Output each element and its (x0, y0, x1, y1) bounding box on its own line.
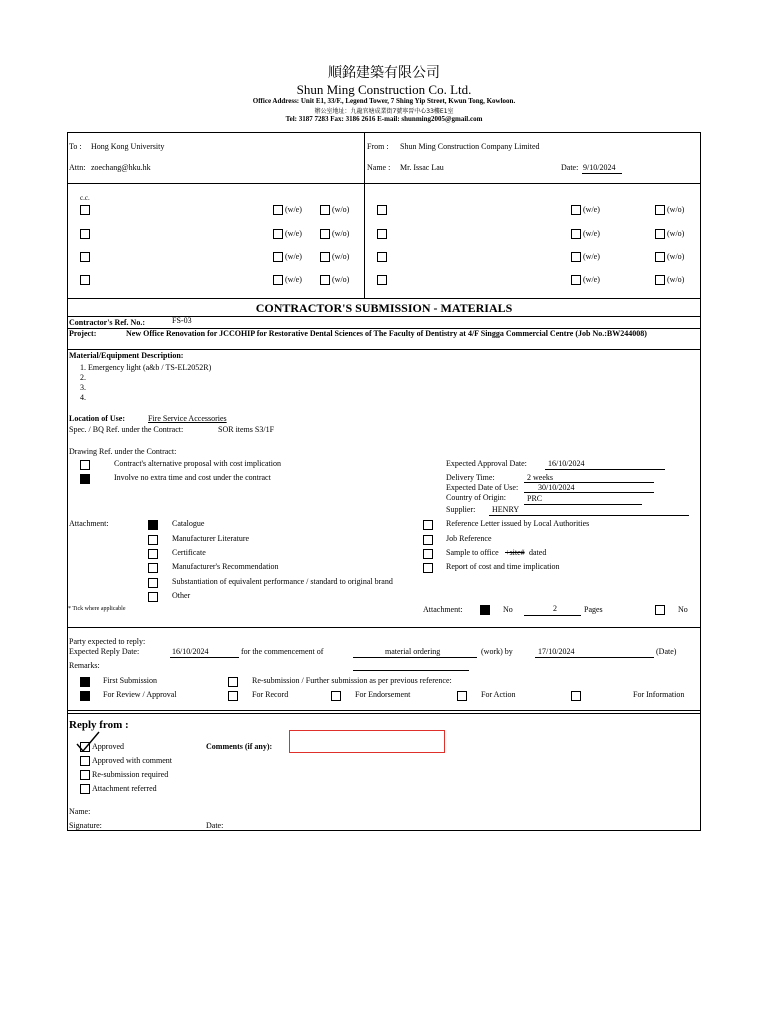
reply-date-label: Expected Reply Date: (69, 647, 140, 656)
attachment-label: Attachment: (69, 519, 109, 528)
date-label: Date: (561, 163, 579, 172)
company-name-zh: 順銘建築有限公司 (328, 65, 440, 81)
frame-left (67, 132, 68, 831)
resub-required-label: Re-submission required (92, 770, 169, 779)
cc-we-label: (w/e) (285, 205, 302, 214)
divider-header (67, 183, 701, 184)
attachment-right-label: Reference Letter issued by Local Authorities (446, 519, 590, 528)
reply-date-value: 16/10/2024 (172, 647, 209, 656)
remarks-underline (353, 670, 469, 671)
tick-note: * Tick where applicable (68, 606, 126, 612)
cc-we-checkbox[interactable] (571, 229, 581, 239)
company-name-en: Shun Ming Construction Co. Ltd. (296, 82, 472, 97)
attachment-left-checkbox[interactable] (148, 578, 158, 588)
date-underline (582, 173, 622, 174)
material-label: Material/Equipment Description: (69, 351, 184, 360)
drawing-label: Drawing Ref. under the Contract: (69, 447, 177, 456)
cc-recipient-checkbox[interactable] (80, 229, 90, 239)
material-item: 4. (80, 393, 86, 402)
attach-no2-checkbox[interactable] (655, 605, 665, 615)
supplier-value: HENRY (492, 505, 520, 514)
supplier-underline (489, 515, 689, 516)
attachment-left-label: Other (172, 591, 191, 600)
commence-value: material ordering (385, 647, 441, 656)
divider-reply-a (67, 710, 701, 711)
material-item: 3. (80, 383, 86, 392)
cc-recipient-checkbox[interactable] (377, 252, 387, 262)
attachment-left-checkbox[interactable] (148, 535, 158, 545)
attachment-left-checkbox[interactable] (148, 549, 158, 559)
origin-underline (524, 504, 642, 505)
attachment-referred-checkbox[interactable] (80, 784, 90, 794)
attachment-left-checkbox[interactable] (148, 520, 158, 530)
approved-comment-label: Approved with comment (92, 756, 172, 765)
work-by-underline (535, 657, 654, 658)
to-value: Hong Kong University (91, 142, 165, 151)
ref-label: Contractor's Ref. No.: (69, 318, 145, 327)
attachment-left-label: Manufacturer Literature (172, 534, 250, 543)
resubmission-checkbox[interactable] (228, 677, 238, 687)
origin-label: Country of Origin: (446, 493, 506, 502)
attachment-right-checkbox[interactable] (423, 549, 433, 559)
attachment-right-label: Report of cost and time implication (446, 562, 560, 571)
approval-date-value: 16/10/2024 (548, 459, 585, 468)
reply-date-label-bottom: Date: (206, 821, 224, 830)
attach-count-label: Attachment: (423, 605, 463, 614)
name-value: Mr. Issac Lau (400, 163, 444, 172)
work-by-value: 17/10/2024 (538, 647, 575, 656)
cc-wo-label: (w/o) (332, 229, 350, 238)
record-label: For Record (252, 690, 289, 699)
attachment-referred-label: Attachment referred (92, 784, 157, 793)
cc-recipient-checkbox[interactable] (377, 205, 387, 215)
cc-we-label: (w/e) (583, 205, 600, 214)
use-date-value: 30/10/2024 (538, 483, 575, 492)
cc-wo-checkbox[interactable] (320, 229, 330, 239)
info-checkbox[interactable] (571, 691, 581, 701)
divider-attach (67, 627, 701, 628)
material-item: 1. Emergency light (a&b / TS-EL2052R) (80, 363, 212, 372)
attachment-left-checkbox[interactable] (148, 592, 158, 602)
project-label: Project: (69, 329, 97, 338)
resubmission-label: Re-submission / Further submission as per previous reference: (252, 676, 452, 685)
endorse-label: For Endorsement (355, 690, 411, 699)
cc-we-checkbox[interactable] (571, 205, 581, 215)
supplier-label: Supplier: (446, 505, 476, 514)
location-value: Fire Service Accessories (148, 414, 227, 423)
cc-wo-label: (w/o) (667, 205, 685, 214)
attach-no-label: No (503, 605, 513, 614)
divider-title (67, 316, 701, 317)
ref-value: FS-03 (172, 316, 192, 325)
attachment-right-checkbox[interactable] (423, 535, 433, 545)
company-contact: Tel: 3187 7283 Fax: 3186 2616 E-mail: shunming2005@gmail.com (285, 115, 483, 123)
cc-wo-checkbox[interactable] (320, 275, 330, 285)
to-label: To : (69, 142, 82, 151)
cc-we-label: (w/e) (583, 252, 600, 261)
cc-wo-checkbox[interactable] (655, 252, 665, 262)
cc-we-label: (w/e) (285, 229, 302, 238)
approval-date-underline (545, 469, 665, 470)
divider-project (67, 349, 701, 350)
cc-wo-label: (w/o) (332, 252, 350, 261)
attn-value: zoechang@hku.hk (91, 163, 151, 172)
cc-we-label: (w/e) (583, 229, 600, 238)
cc-wo-label: (w/o) (667, 252, 685, 261)
review-label: For Review / Approval (103, 690, 177, 699)
reply-name-label: Name: (69, 807, 91, 816)
commence-underline (353, 657, 477, 658)
cc-wo-checkbox[interactable] (320, 252, 330, 262)
spec-label: Spec. / BQ Ref. under the Contract: (69, 425, 184, 434)
pages-value: 2 (553, 604, 557, 613)
approval-date-label: Expected Approval Date: (446, 459, 527, 468)
approved-comment-checkbox[interactable] (80, 756, 90, 766)
attachment-left-label: Catalogue (172, 519, 205, 528)
resub-required-checkbox[interactable] (80, 770, 90, 780)
record-checkbox[interactable] (228, 691, 238, 701)
company-address-zh: 辦公室地址：九龍官塘成業街7號寧晉中心33樓E1室 (314, 108, 454, 115)
approved-label: Approved (92, 742, 124, 751)
action-checkbox[interactable] (457, 691, 467, 701)
from-value: Shun Ming Construction Company Limited (400, 142, 540, 151)
commence-label: for the commencement of (241, 647, 324, 656)
location-label: Location of Use: (69, 414, 125, 423)
reply-title: Reply from : (69, 719, 129, 731)
form-title: CONTRACTOR'S SUBMISSION - MATERIALS (255, 301, 513, 315)
cc-wo-label: (w/o) (667, 229, 685, 238)
attachment-left-label: Substantiation of equivalent performance / standard to original brand (172, 577, 393, 586)
delivery-value: 2 weeks (527, 473, 553, 482)
cc-recipient-checkbox[interactable] (377, 275, 387, 285)
proposal-opt1-checkbox[interactable] (80, 460, 90, 470)
cc-label: c.c. (80, 194, 90, 202)
cc-recipient-checkbox[interactable] (377, 229, 387, 239)
material-item: 2. (80, 373, 86, 382)
proposal-opt2-label: Involve no extra time and cost under the contract (114, 473, 271, 482)
divider-reply-b (67, 713, 701, 714)
attachment-left-checkbox[interactable] (148, 563, 158, 573)
review-checkbox[interactable] (80, 691, 90, 701)
pages-underline (524, 615, 581, 616)
cc-wo-label: (w/o) (667, 275, 685, 284)
work-by-label: (work) by (481, 647, 513, 656)
cc-recipient-checkbox[interactable] (80, 275, 90, 285)
use-date-underline (524, 492, 654, 493)
sample-dated: dated (529, 548, 547, 557)
cc-recipient-checkbox[interactable] (80, 252, 90, 262)
date-value: 9/10/2024 (583, 163, 616, 172)
cc-we-checkbox[interactable] (273, 275, 283, 285)
attachment-right-checkbox[interactable] (423, 520, 433, 530)
comments-input[interactable] (289, 730, 445, 753)
action-label: For Action (481, 690, 516, 699)
frame-top (67, 132, 701, 133)
cc-wo-checkbox[interactable] (320, 205, 330, 215)
frame-right (700, 132, 701, 831)
attachment-right-label: Job Reference (446, 534, 492, 543)
frame-bottom (67, 830, 701, 831)
cc-wo-checkbox[interactable] (655, 275, 665, 285)
first-submission-label: First Submission (103, 676, 158, 685)
attachment-right-label: Sample to office (446, 548, 499, 557)
cc-we-label: (w/e) (583, 275, 600, 284)
cc-wo-checkbox[interactable] (655, 229, 665, 239)
comments-label: Comments (if any): (206, 742, 273, 751)
date-suffix: (Date) (656, 647, 677, 656)
attn-label: Attn: (69, 163, 86, 172)
cc-we-checkbox[interactable] (273, 229, 283, 239)
from-label: From : (367, 142, 389, 151)
party-label: Party expected to reply: (69, 637, 146, 646)
first-submission-checkbox[interactable] (80, 677, 90, 687)
cc-we-label: (w/e) (285, 275, 302, 284)
pages-label: Pages (584, 605, 603, 614)
origin-value: PRC (527, 494, 543, 503)
divider-cc (67, 298, 701, 299)
cc-we-checkbox[interactable] (571, 275, 581, 285)
reply-signature-label: Signature: (69, 821, 102, 830)
attachment-right-checkbox[interactable] (423, 563, 433, 573)
spec-value: SOR items S3/1F (218, 425, 275, 434)
reply-date-underline (170, 657, 239, 658)
attachment-left-label: Certificate (172, 548, 206, 557)
cc-we-checkbox[interactable] (273, 252, 283, 262)
delivery-label: Delivery Time: (446, 473, 495, 482)
sample-strike-text: +site# (505, 548, 525, 557)
proposal-opt2-checkbox[interactable] (80, 474, 90, 484)
info-label: For Information (633, 690, 685, 699)
cc-we-label: (w/e) (285, 252, 302, 261)
use-date-label: Expected Date of Use: (446, 483, 519, 492)
divider-center (364, 132, 365, 298)
proposal-opt1-label: Contract's alternative proposal with cost implication (114, 459, 281, 468)
endorse-checkbox[interactable] (331, 691, 341, 701)
remarks-label: Remarks: (69, 661, 100, 670)
cc-we-checkbox[interactable] (273, 205, 283, 215)
name-label: Name : (367, 163, 391, 172)
attach-count-checkbox[interactable] (480, 605, 490, 615)
cc-wo-checkbox[interactable] (655, 205, 665, 215)
cc-recipient-checkbox[interactable] (80, 205, 90, 215)
attach-no2-label: No (678, 605, 688, 614)
cc-wo-label: (w/o) (332, 205, 350, 214)
project-value: New Office Renovation for JCCOHIP for Restorative Dental Sciences of The Faculty of Dentistry at 4/F Singga Commercial Centre (Job No.:BW244008) (126, 329, 647, 338)
company-address-en: Office Address: Unit E1, 33/F., Legend Tower, 7 Shing Yip Street, Kwun Tong, Kowloon. (252, 97, 516, 105)
cc-we-checkbox[interactable] (571, 252, 581, 262)
cc-wo-label: (w/o) (332, 275, 350, 284)
attachment-left-label: Manufacturer's Recommendation (172, 562, 279, 571)
